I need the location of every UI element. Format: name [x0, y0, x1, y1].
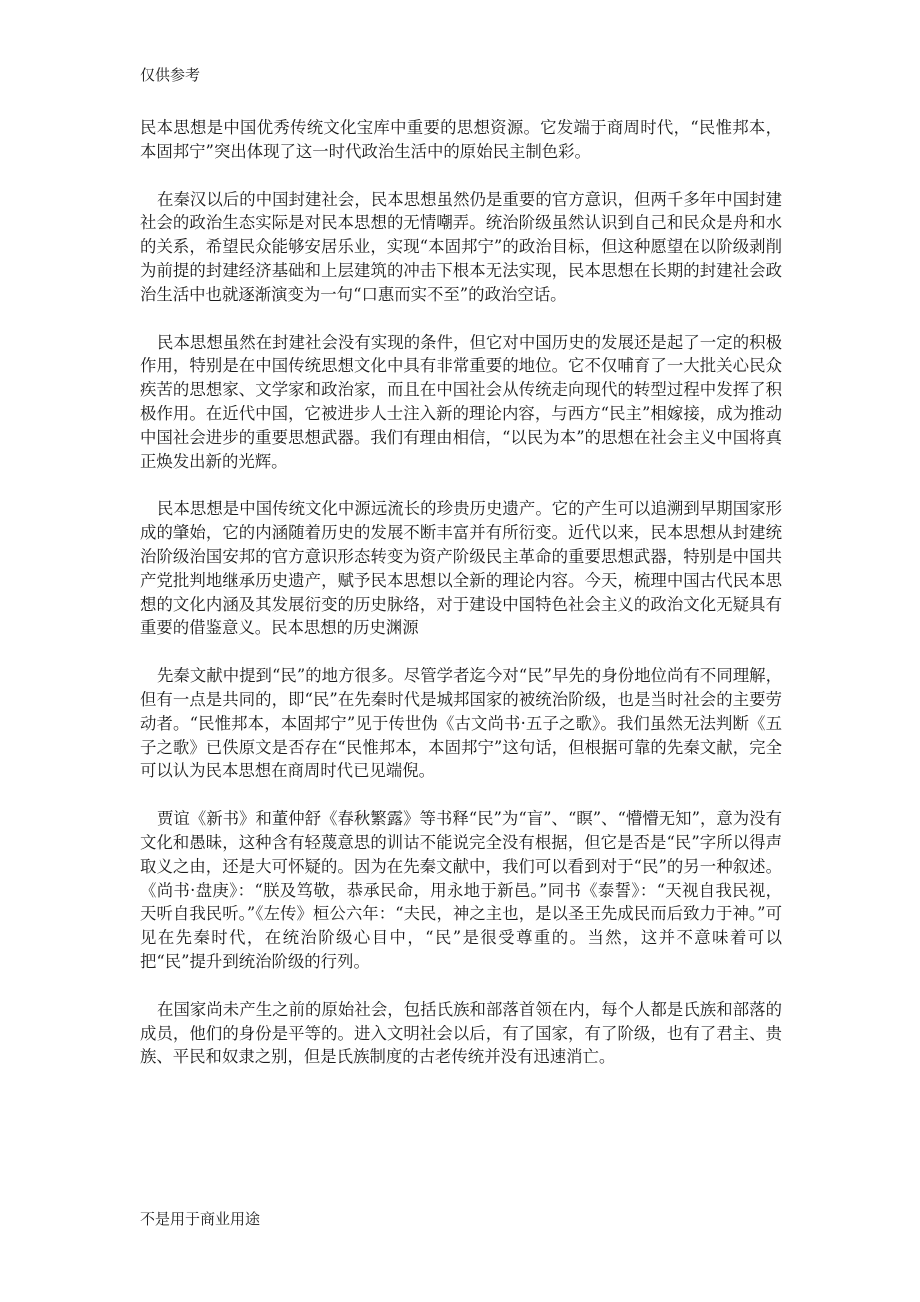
paragraph-7: 在国家尚未产生之前的原始社会，包括氏族和部落首领在内，每个人都是氏族和部落的成员，他们的身份是平等的。进入文明社会以后，有了国家，有了阶级，也有了君主、贵族、平民和奴隶之别，但是氏族制度的古老传统并没有迅速消亡。	[140, 999, 782, 1067]
paragraph-5: 先秦文献中提到“民”的地方很多。尽管学者迄今对“民”早先的身份地位尚有不同理解，但有一点是共同的，即“民”在先秦时代是城邦国家的被统治阶级，也是当时社会的主要劳动者。“民惟邦本，本固邦宁”见于传世伪《古文尚书·五子之歌》。我们虽然无法判断《五子之歌》已佚原文是否存在“民惟邦本，本固邦宁”这句话，但根据可靠的先秦文献，完全可以认为民本思想在商周时代已见端倪。	[140, 666, 782, 781]
paragraph-1: 民本思想是中国优秀传统文化宝库中重要的思想资源。它发端于商周时代，“民惟邦本，本固邦宁”突出体现了这一时代政治生活中的原始民主制色彩。	[140, 118, 782, 161]
paragraph-4: 民本思想是中国传统文化中源远流长的珍贵历史遗产。它的产生可以追溯到早期国家形成的肇始，它的内涵随着历史的发展不断丰富并有所衍变。近代以来，民本思想从封建统治阶级治国安邦的官方意识形态转变为资产阶级民主革命的重要思想武器，特别是中国共产党批判地继承历史遗产，赋予民本思想以全新的理论内容。今天，梳理中国古代民本思想的文化内涵及其发展衍变的历史脉络，对于建设中国特色社会主义的政治文化无疑具有重要的借鉴意义。民本思想的历史渊源	[140, 499, 782, 638]
document-body	[140, 116, 782, 1093]
paragraph-6: 贾谊《新书》和董仲舒《春秋繁露》等书释“民”为“盲”、“瞑”、“懵懵无知”，意为没有文化和愚昧，这种含有轻蔑意思的训诂不能说完全没有根据，但它是否是“民”字所以得声取义之由，还是大可怀疑的。因为在先秦文献中，我们可以看到对于“民”的另一种叙述。《尚书·盘庚》：“朕及笃敬，恭承民命，用永地于新邑。”同书《泰誓》：“天视自我民视，天听自我民听。”《左传》桓公六年：“夫民，神之主也，是以圣王先成民而后致力于神。”可见在先秦时代，在统治阶级心目中，“民”是很受尊重的。当然，这并不意味着可以把“民”提升到统治阶级的行列。	[140, 809, 782, 971]
paragraph-2: 在秦汉以后的中国封建社会，民本思想虽然仍是重要的官方意识，但两千多年中国封建社会的政治生态实际是对民本思想的无情嘲弄。统治阶级虽然认识到自己和民众是舟和水的关系，希望民众能够安居乐业，实现“本固邦宁”的政治目标，但这种愿望在以阶级剥削为前提的封建经济基础和上层建筑的冲击下根本无法实现，民本思想在长期的封建社会政治生活中也就逐渐演变为一句“口惠而实不至”的政治空话。	[140, 189, 782, 304]
paragraph-3: 民本思想虽然在封建社会没有实现的条件，但它对中国历史的发展还是起了一定的积极作用，特别是在中国传统思想文化中具有非常重要的地位。它不仅哺育了一大批关心民众疾苦的思想家、文学家和政治家，而且在中国社会从传统走向现代的转型过程中发挥了积极作用。在近代中国，它被进步人士注入新的理论内容，与西方“民主”相嫁接，成为推动中国社会进步的重要思想武器。我们有理由相信，“以民为本”的思想在社会主义中国将真正焕发出新的光辉。	[140, 332, 782, 471]
header-note: 仅供参考	[140, 66, 201, 84]
footer-note: 不是用于商业用途	[140, 1210, 261, 1228]
